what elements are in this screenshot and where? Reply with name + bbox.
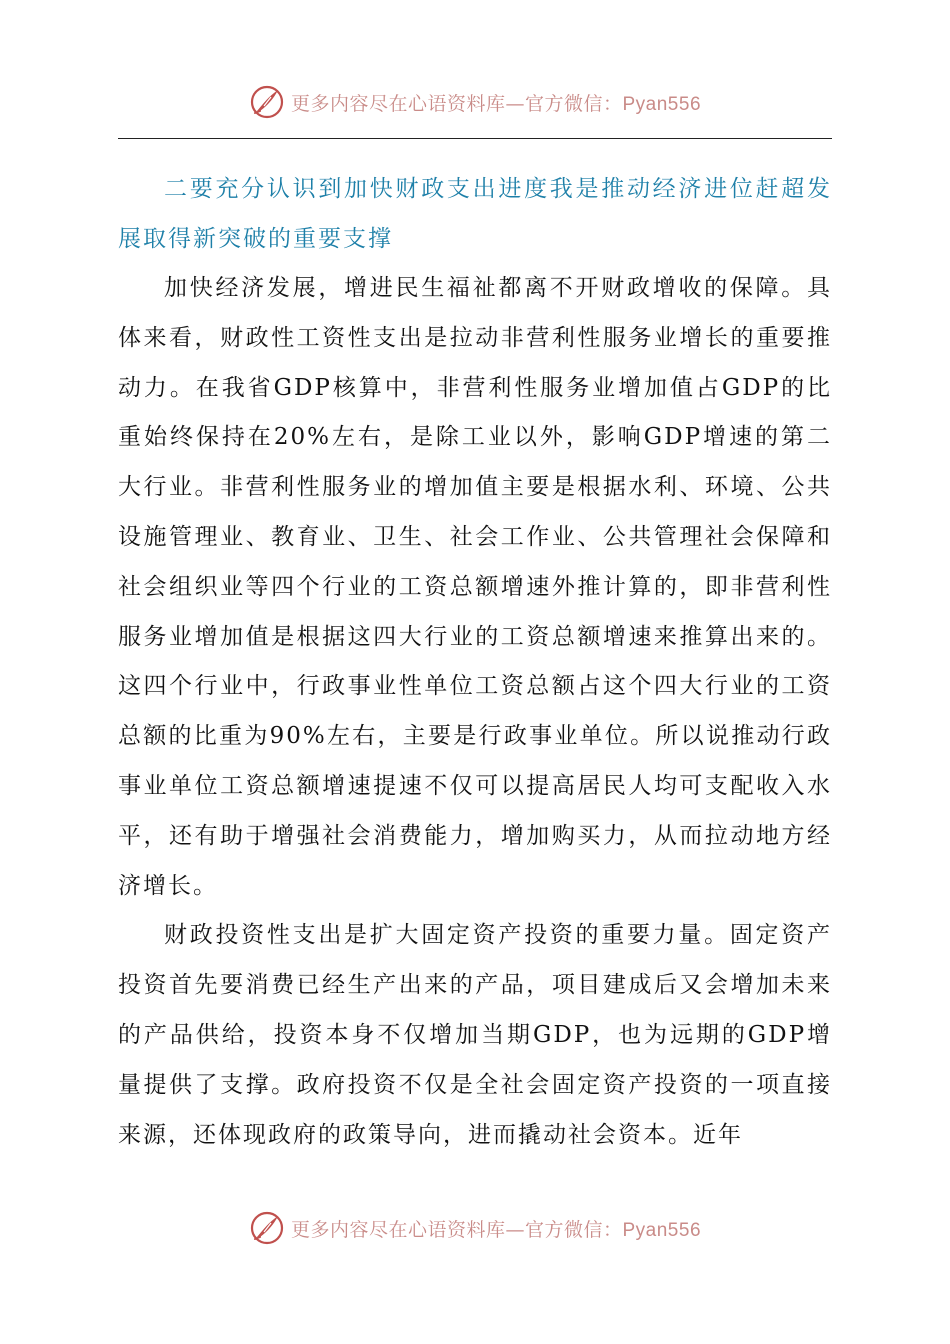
section-heading: 二要充分认识到加快财政支出进度我是推动经济进位赶超发展取得新突破的重要支撑 bbox=[118, 176, 832, 252]
header-banner bbox=[0, 84, 950, 120]
banner-text: 更多内容尽在心语资料库—官方微信：Pyan556 bbox=[290, 92, 702, 115]
banner-text: 更多内容尽在心语资料库—官方微信：Pyan556 bbox=[290, 1218, 702, 1241]
document-body bbox=[118, 164, 832, 1160]
body-paragraph-2: 财政投资性支出是扩大固定资产投资的重要力量。固定资产投资首先要消费已经生产出来的产品，项目建成后又会增加未来的产品供给，投资本身不仅增加当期GDP，也为远期的GDP增量提供了支撑。政府投资不仅是全社会固定资产投资的一项直接来源，还体现政府的政策导向，进而撬动社会资本。近年 bbox=[118, 922, 832, 1148]
body-paragraph-1: 加快经济发展，增进民生福祉都离不开财政增收的保障。具体来看，财政性工资性支出是拉动非营利性服务业增长的重要推动力。在我省GDP核算中，非营利性服务业增加值占GDP的比重始终保持在20%左右，是除工业以外，影响GDP增速的第二大行业。非营利性服务业的增加值主要是根据水利、环境、公共设施管理业、教育业、卫生、社会工作业、公共管理社会保障和社会组织业等四个行业的工资总额增速外推计算的，即非营利性服务业增加值是根据这四大行业的工资总额增速来推算出来的。这四个行业中，行政事业性单位工资总额占这个四大行业的工资总额的比重为90%左右，主要是行政事业单位。所以说推动行政事业单位工资总额增速提速不仅可以提高居民人均可支配收入水平，还有助于增强社会消费能力，增加购买力，从而拉动地方经济增长。 bbox=[118, 275, 832, 899]
footer-banner bbox=[0, 1210, 950, 1246]
header-divider bbox=[118, 138, 832, 139]
wechat-id: Pyan556 bbox=[622, 1219, 702, 1241]
quill-pen-logo-icon bbox=[249, 84, 285, 120]
quill-pen-logo-icon bbox=[249, 1210, 285, 1246]
wechat-id: Pyan556 bbox=[622, 93, 702, 115]
